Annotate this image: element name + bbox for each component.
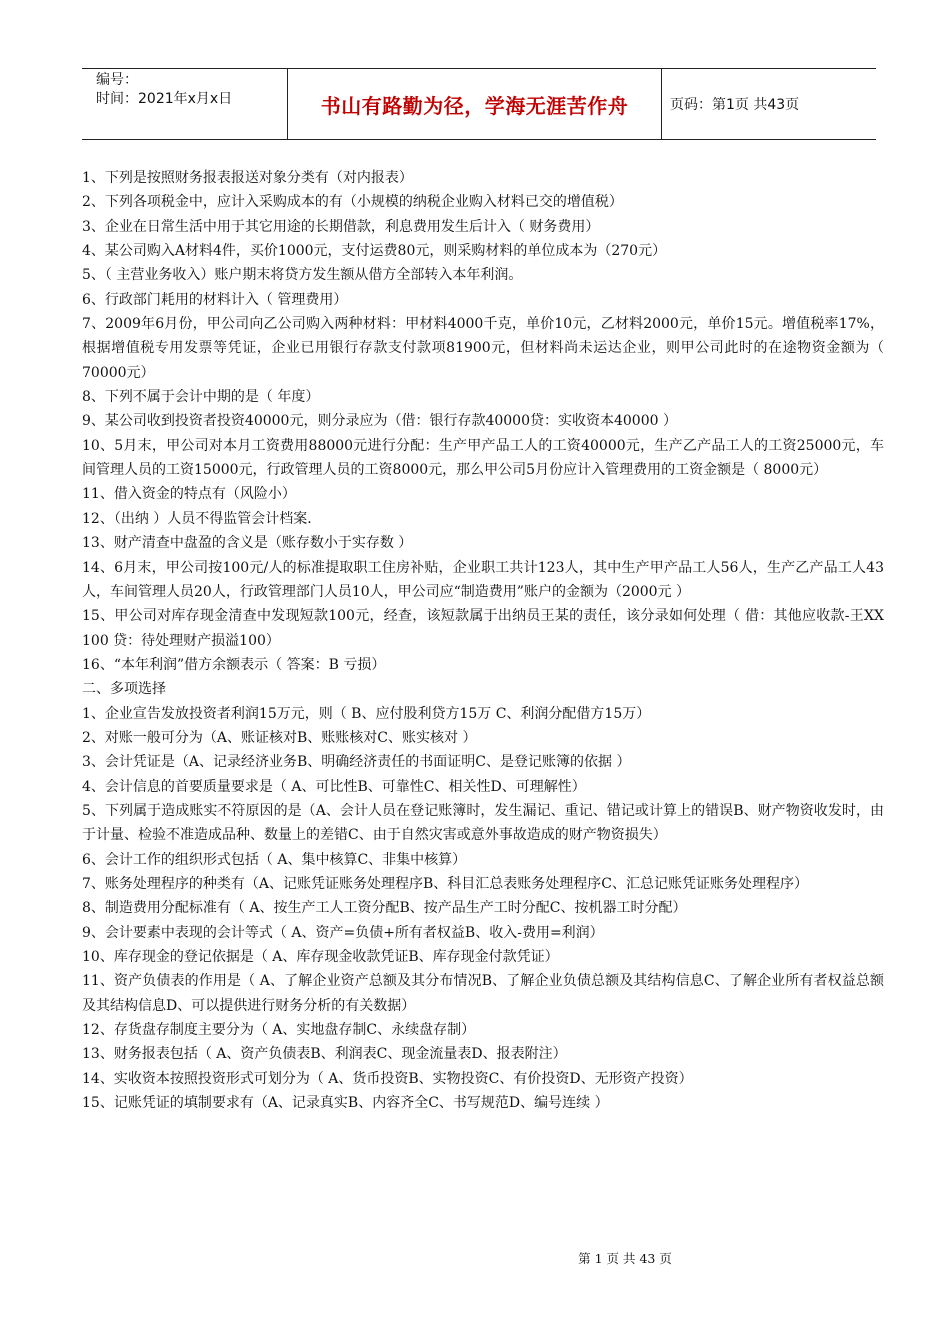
text-line: 10、库存现金的登记依据是（ A、库存现金收款凭证B、库存现金付款凭证）	[82, 949, 559, 965]
text-line: 1、下列是按照财务报表报送对象分类有（对内报表）	[82, 170, 413, 186]
text-line: 6、会计工作的组织形式包括（ A、集中核算C、非集中核算）	[82, 851, 467, 868]
text-line: 8、制造费用分配标准有（ A、按生产工人工资分配B、按产品生产工时分配C、按机器工时分配）	[82, 900, 687, 917]
document-time-label: 时间：2021年x月x日	[96, 91, 233, 107]
page-header	[82, 68, 876, 140]
text-line: 7、账务处理程序的种类有（A、记账凭证账务处理程序B、科目汇总表账务处理程序C、汇总记账凭证账务处理程序）	[82, 875, 809, 892]
text-line: 4、会计信息的首要质量要求是（ A、可比性B、可靠性C、相关性D、可理解性）	[82, 778, 586, 795]
text-line: 5、（ 主营业务收入）账户期末将贷方发生额从借方全部转入本年利润。	[82, 267, 523, 284]
text-line: 9、某公司收到投资者投资40000元，则分录应为（借：银行存款40000贷：实收资本40000 ）	[82, 413, 677, 430]
text-line: 1、企业宣告发放投资者利润15万元，则（ B、应付股利贷方15万 C、利润分配借方15万）	[82, 705, 651, 722]
text-line: 11、借入资金的特点有（风险小）	[82, 486, 296, 503]
section-heading: 二、多项选择	[82, 681, 166, 698]
header-meta	[96, 71, 296, 109]
text-line: 2、对账一般可分为（A、账证核对B、账账核对C、账实核对 ）	[82, 729, 477, 746]
text-line: 6、行政部门耗用的材料计入（ 管理费用）	[82, 291, 348, 308]
document-number-label: 编号：	[96, 72, 138, 88]
text-line: 9、会计要素中表现的会计等式（ A、资产=负债+所有者权益B、收入-费用=利润）	[82, 924, 604, 941]
text-line: 15、甲公司对库存现金清查中发现短款100元，经查，该短款属于出纳员王某的责任，该分录如何处理（ 借：其他应收款-王XX 100 贷：待处理财产损溢100）	[82, 608, 884, 649]
text-line: 14、实收资本按照投资形式可划分为（ A、货币投资B、实物投资C、有价投资D、无形资产投资）	[82, 1070, 693, 1087]
text-line: 16、“本年利润”借方余额表示（ 答案：B 亏损）	[82, 656, 386, 673]
text-line: 7、2009年6月份，甲公司向乙公司购入两种材料：甲材料4000千克，单价10元，乙材料2000元，单价15元。增值税率17%，根据增值税专用发票等凭证，企业已用银行存款支付款项81900元，但材料尚未运达企业，则甲公司此时的在途物资金额为（ 70000元）	[82, 316, 884, 381]
text-line: 5、下列属于造成账实不符原因的是（A、会计人员在登记账簿时，发生漏记、重记、错记或计算上的错误B、财产物资收发时，由于计量、检验不准造成品种、数量上的差错C、由于自然灾害或意外事故造成的财产物资损失）	[82, 802, 884, 844]
text-line: 4、某公司购入A材料4件，买价1000元，支付运费80元，则采购材料的单位成本为（270元）	[82, 243, 667, 260]
text-line: 12、存货盘存制度主要分为（ A、实地盘存制C、永续盘存制）	[82, 1022, 476, 1039]
text-line: 8、下列不属于会计中期的是（ 年度）	[82, 389, 320, 406]
text-line: 2、下列各项税金中，应计入采购成本的有（小规模的纳税企业购入材料已交的增值税）	[82, 194, 623, 211]
text-line: 12、（出纳 ）人员不得监管会计档案.	[82, 510, 312, 527]
text-line: 15、记账凭证的填制要求有（A、记录真实B、内容齐全C、书写规范D、编号连续 ）	[82, 1095, 609, 1112]
text-line: 3、会计凭证是（A、记录经济业务B、明确经济责任的书面证明C、是登记账簿的依据 ）	[82, 754, 631, 771]
header-page-info: 页码：第1页 共43页	[670, 97, 800, 113]
text-line: 3、企业在日常生活中用于其它用途的长期借款，利息费用发生后计入（ 财务费用）	[82, 218, 600, 235]
text-line: 13、财产清查中盘盈的含义是（账存数小于实存数 ）	[82, 535, 413, 552]
text-line: 13、财务报表包括（ A、资产负债表B、利润表C、现金流量表D、报表附注）	[82, 1046, 567, 1063]
document-body	[82, 166, 884, 1115]
page-footer: 第 1 页 共 43 页	[578, 1251, 672, 1266]
text-line: 11、资产负债表的作用是（ A、了解企业资产总额及其分布情况B、了解企业负债总额及其结构信息C、了解企业所有者权益总额及其结构信息D、可以提供进行财务分析的有关数据）	[82, 973, 884, 1014]
text-line: 14、6月末，甲公司按100元/人的标准提取职工住房补贴，企业职工共计123人，其中生产甲产品工人56人，生产乙产品工人43人，车间管理人员20人，行政管理部门人员10人，甲公司应“制造费用”账户的金额为（2000元 ）	[82, 559, 884, 600]
header-motto: 书山有路勤为径，学海无涯苦作舟	[287, 69, 662, 139]
text-line: 10、5月末，甲公司对本月工资费用88000元进行分配：生产甲产品工人的工资40000元，生产乙产品工人的工资25000元，车间管理人员的工资15000元，行政管理人员的工资8000元，那么甲公司5月份应计入管理费用的工资金额是（ 8000元）	[82, 437, 884, 479]
